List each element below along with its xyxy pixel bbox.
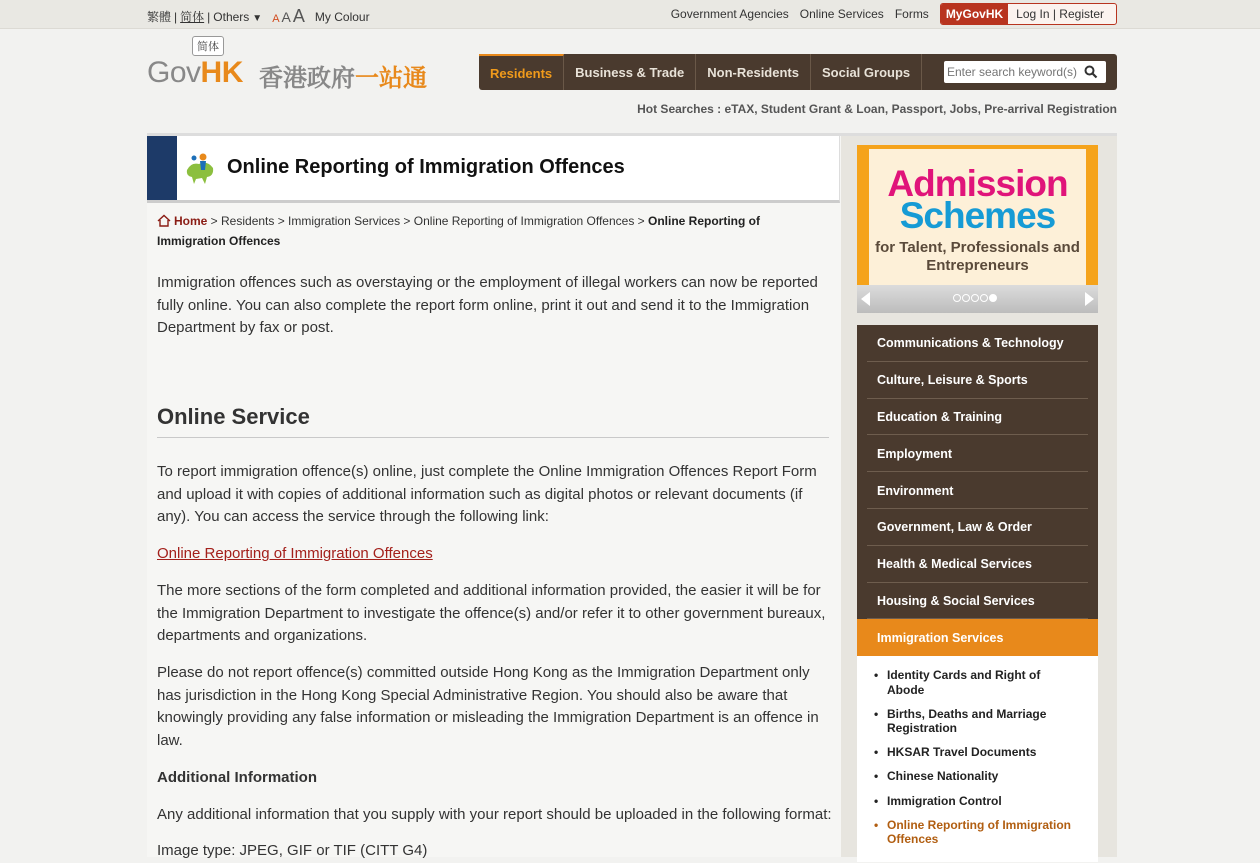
top-utility-bar [0,0,1260,29]
image-type-paragraph: Image type: JPEG, GIF or TIF (CITT G4) [157,842,428,859]
subnav-travel-documents[interactable]: • HKSAR Travel Documents [857,745,1098,760]
dropdown-triangle-icon: ▼ [252,12,263,24]
banner-dot-4[interactable] [980,294,988,302]
banner-dot-3[interactable] [971,294,979,302]
nav-non-residents[interactable]: Non-Residents [696,54,811,90]
subnav-immigration-control[interactable]: • Immigration Control [857,794,1098,809]
info-paragraph: The more sections of the form completed and additional information provided, the easier it will be for the Immigration Department to investigate the offence(s) and/or refer it to other government bureaux, departments and organizations. [157,582,826,644]
lang-others-dropdown[interactable] [213,10,262,24]
mygovhk-badge: MyGovHK [941,4,1008,24]
banner-image [869,149,1086,285]
category-menu [857,325,1098,862]
language-controls [147,6,370,27]
subnav-identity-cards[interactable]: • Identity Cards and Right of Abode [857,668,1098,697]
logo-hk-text: HK [200,56,243,89]
mygovhk-login[interactable] [940,3,1117,25]
search-icon[interactable] [1080,61,1102,83]
font-size-large-button[interactable]: A [292,6,305,26]
jurisdiction-paragraph: Please do not report offence(s) committed outside Hong Kong as the Immigration Department only has jurisdiction in the Hong Kong Special Administrative Region. You should also be aware that knowingly providing any false information or misleading the Immigration Department is an offence in law. [157,664,819,749]
my-colour-link[interactable]: My Colour [314,9,370,24]
category-employment[interactable]: Employment [857,435,1098,472]
category-culture-leisure-sports[interactable]: Culture, Leisure & Sports [857,362,1098,399]
main-content [147,133,841,857]
logo-cn-accent: 一站通 [355,65,427,92]
banner-dot-5[interactable] [989,294,997,302]
search-input[interactable] [944,65,1080,79]
govhk-logo[interactable] [147,36,457,94]
banner-prev-icon[interactable] [861,292,870,306]
lang-traditional-chinese[interactable]: 繁體 [147,10,172,24]
hot-searches[interactable]: Hot Searches : eTAX, Student Grant & Loan, Passport, Jobs, Pre-arrival Registration [637,102,1117,116]
category-environment[interactable]: Environment [857,472,1098,509]
main-navigation [479,54,1117,90]
online-reporting-link[interactable]: Online Reporting of Immigration Offences [157,545,433,562]
banner-controls [857,285,1098,313]
banner-title-line1: Admission [887,163,1068,204]
category-immigration-services[interactable]: Immigration Services [857,619,1098,656]
logo-chinese [259,58,427,93]
format-paragraph: Any additional information that you supply with your report should be uploaded in the following format: [157,806,832,823]
breadcrumb-current: Online Reporting of Immigration Offences [157,214,760,248]
breadcrumb-trail[interactable]: > Residents > Immigration Services > Online Reporting of Immigration Offences > [207,214,648,228]
page-title: Online Reporting of Immigration Offences [227,156,625,178]
home-icon[interactable] [157,214,171,232]
category-health-medical[interactable]: Health & Medical Services [857,546,1098,583]
top-links [671,3,1117,25]
title-bar [147,136,840,203]
category-housing-social[interactable]: Housing & Social Services [857,583,1098,620]
font-size-small-button[interactable]: A [272,13,280,25]
breadcrumb-home-link[interactable]: Home [174,214,208,228]
subnav-births-deaths-marriage[interactable]: • Births, Deaths and Marriage Registration [857,707,1098,736]
separator: | [174,9,178,24]
subnav-online-reporting[interactable]: • Online Reporting of Immigration Offences [857,818,1098,847]
banner-next-icon[interactable] [1085,292,1094,306]
font-size-controls [272,6,305,27]
login-register-link[interactable]: Log In | Register [1016,7,1104,21]
logo-gov-text: Gov [147,56,201,89]
nav-residents[interactable]: Residents [479,54,564,90]
immigration-icon [183,150,217,186]
nav-business-trade[interactable]: Business & Trade [564,54,696,90]
sidebar [841,133,1117,857]
search-box [944,61,1106,83]
immigration-subnav [857,656,1098,862]
category-government-law-order[interactable]: Government, Law & Order [857,509,1098,546]
logo-cn-main: 香港政府 [259,65,355,92]
title-accent-bar [147,136,177,200]
category-education-training[interactable]: Education & Training [857,399,1098,436]
banner-pagination [953,294,998,302]
banner-dot-2[interactable] [962,294,970,302]
logo-wordmark [147,56,243,90]
logo-simplified-tag: 简体 [192,36,224,56]
online-services-link[interactable]: Online Services [799,7,884,21]
subnav-chinese-nationality[interactable]: • Chinese Nationality [857,769,1098,784]
nav-social-groups[interactable]: Social Groups [811,54,922,90]
banner-subtitle: for Talent, Professionals and Entrepreneurs [875,239,1080,274]
category-communications-technology[interactable]: Communications & Technology [857,325,1098,362]
banner-title-line2: Schemes [899,195,1056,236]
font-size-medium-button[interactable]: A [281,9,291,25]
intro-paragraph: Immigration offences such as overstaying or the employment of illegal workers can now be reported fully online. You can also complete the report form online, print it out and send it to the Immigration Department by fax or post. [157,274,818,336]
separator: | [207,9,211,24]
lang-simplified-chinese[interactable]: 简体 [180,10,205,24]
service-paragraph: To report immigration offence(s) online, just complete the Online Immigration Offences Report Form and upload it with copies of additional information such as digital photos or relevant documents (if any). You can access the service through the following link: [157,463,817,525]
government-agencies-link[interactable]: Government Agencies [670,7,789,21]
forms-link[interactable]: Forms [894,7,929,21]
breadcrumb [157,212,777,250]
section-heading: Online Service [157,406,829,438]
lang-others-label: Others [213,9,250,24]
admission-schemes-banner[interactable] [857,145,1098,313]
banner-dot-1[interactable] [953,294,961,302]
additional-info-heading: Additional Information [157,769,317,786]
